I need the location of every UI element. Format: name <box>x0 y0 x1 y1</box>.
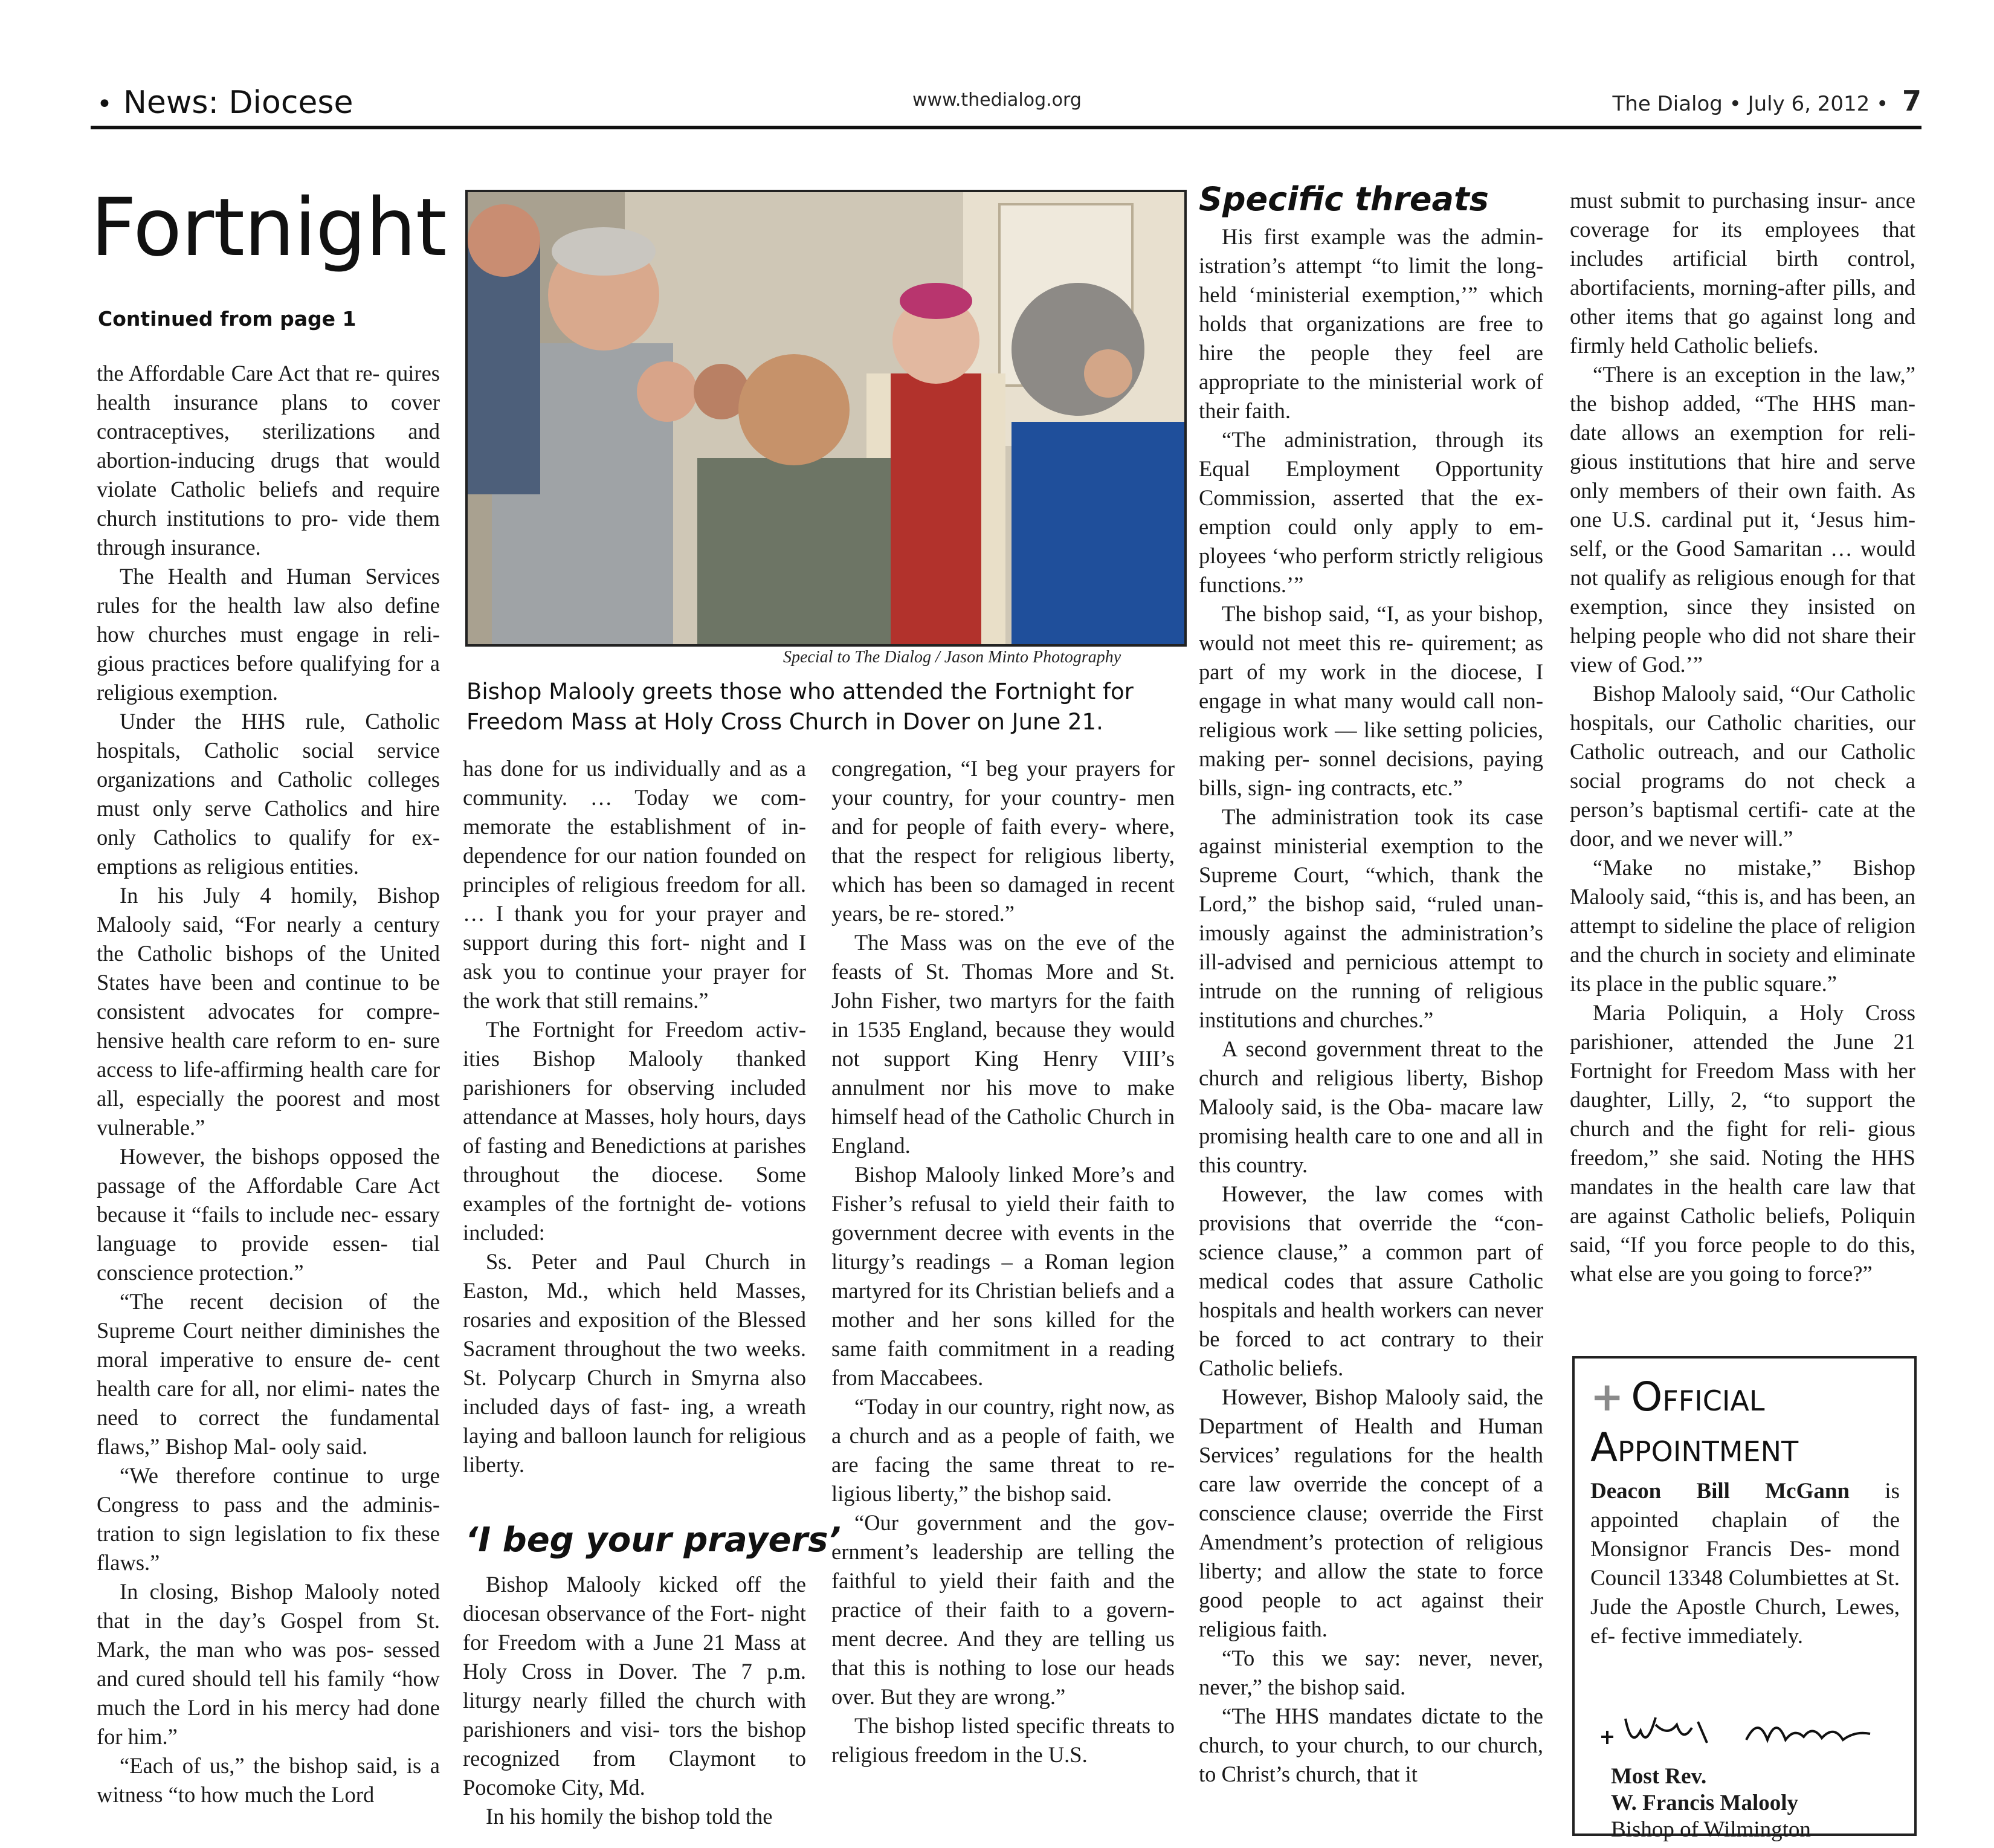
paragraph: “Each of us,” the bishop said, is a witness “to how much the Lord <box>97 1753 440 1807</box>
paragraph: However, Bishop Malooly said, the Department of Health and Human Services’ regulations for the health care law override the concept of a conscience clause; override the First Amendment’s protection of religious liberty; and allow the state to force good people to act against their religious faith. <box>1199 1384 1543 1641</box>
photo-credit: Special to The Dialog / Jason Minto Photography <box>783 648 1121 667</box>
paragraph: However, the bishops opposed the passage of the Affordable Care Act because it “fails to include nec- essary language to provide essen- tial conscience protection.” <box>97 1144 440 1285</box>
paragraph: The administration took its case against ministerial exemption to the Supreme Court, “which, thank the Lord,” the bishop said, “ruled unan- imously against the administration’s ill-advised and pernicious attempt to intrude on the running of religious institutions and churches.” <box>1199 804 1543 1032</box>
appointment-title-line-2: Appointment <box>1590 1424 1799 1471</box>
article-column-3 <box>831 754 1175 1769</box>
header-rule <box>91 126 1921 129</box>
paragraph: “Make no mistake,” Bishop Malooly said, “this is, and has been, an attempt to sideline the place of religion and the church in society and eliminate its place in the public square.” <box>1570 855 1915 996</box>
paragraph: “The recent decision of the Supreme Court neither diminishes the moral imperative to ensure de- cent health care for all, nor elimi- nates the need to correct the fundamental flaws,” Bishop Mal- ooly said. <box>97 1289 440 1459</box>
appointment-text <box>1590 1477 1900 1651</box>
news-photo <box>465 190 1187 647</box>
section-name: News: Diocese <box>123 85 353 121</box>
continued-line: Continued from page 1 <box>98 307 357 331</box>
appointee-name: Deacon Bill McGann <box>1590 1479 1850 1504</box>
signer-name: W. Francis Malooly <box>1611 1791 1799 1815</box>
paragraph: In his homily the bishop told the <box>486 1804 773 1829</box>
section-label <box>97 85 353 121</box>
photo-caption: Bishop Malooly greets those who attended the Fortnight for Freedom Mass at Holy Cross Church in Dover on June 21. <box>466 679 1134 735</box>
folio <box>1613 85 1921 117</box>
signer-title: Most Rev. <box>1611 1764 1707 1789</box>
paragraph: Bishop Malooly kicked off the diocesan observance of the Fort- night for Freedom with a June 21 Mass at Holy Cross in Dover. The 7 p.m. liturgy nearly filled the church with parishioners and visi- tors the bishop recognized from Claymont to Pocomoke City, Md. <box>463 1572 806 1800</box>
paragraph: Ss. Peter and Paul Church in Easton, Md., which held Masses, rosaries and exposition of the Blessed Sacrament throughout the two weeks. St. Polycarp Church in Smyrna also included days of fast- ing, a wreath laying and balloon launch for religious liberty. <box>463 1249 806 1477</box>
article-column-2-lower <box>463 1570 806 1831</box>
bullet-icon: • <box>1876 92 1895 116</box>
subhead: Specific threats <box>1199 180 1489 218</box>
paragraph: “Today in our country, right now, as a church and as a people of faith, we are facing the same threat to re- ligious liberty,” the bishop said. <box>831 1394 1175 1506</box>
paragraph: congregation, “I beg your prayers for your country, for your country- men and for people of faith every- where, that the respect for religious liberty, which has been so damaged in recent years, be re- stored.” <box>831 756 1175 926</box>
signer-role: Bishop of Wilmington <box>1611 1817 1811 1842</box>
paragraph: However, the law comes with provisions that override the “con- science clause,” a common part of medical codes that assure Catholic hospitals and health workers can never be forced to act contrary to their Catholic beliefs. <box>1199 1181 1543 1380</box>
article-kicker: Fortnight <box>91 181 447 274</box>
paragraph: “There is an exception in the law,” the bishop added, “The HHS man- date allows an exemption for reli- gious institutions that hire and serve only members of their own faith. As one U.S. cardinal put it, ‘Jesus him- self, or the Good Samaritan … would not qualify as religious enough for that exemption, since they insisted on helping people who did not share their view of God.’” <box>1570 362 1915 677</box>
appointment-signer <box>1611 1763 1811 1843</box>
paragraph: Under the HHS rule, Catholic hospitals, Catholic social service organizations and Catholic colleges must only serve Catholics and hire only Catholics to qualify for ex- emptions as religious entities. <box>97 709 440 879</box>
paragraph: In his July 4 homily, Bishop Malooly said, “For nearly a century the Catholic bishops of the United States have been and continue to be consistent advocates for compre- hensive health care reform to en- sure access to life-affirming health care for all, especially the poorest and most vulnerable.” <box>97 883 440 1140</box>
article-column-5 <box>1570 186 1915 1288</box>
paragraph: A second government threat to the church and religious liberty, Bishop Malooly said, is the Oba- macare law promising health care to one and all in this country. <box>1199 1036 1543 1177</box>
bullet-icon: • <box>97 89 112 120</box>
paragraph: The Fortnight for Freedom activ- ities Bishop Malooly thanked parishioners for observing included attendance at Masses, holy hours, days of fasting and Benedictions at parishes throughout the diocese. Some examples of the fortnight de- votions included: <box>463 1017 806 1245</box>
paragraph: has done for us individually and as a community. … Today we com- memorate the establishment of in- dependence for our nation founded on principles of religious freedom for all. … I thank you for your prayer and support during this fort- night and I ask you to continue your prayer for the work that still remains.” <box>463 756 806 1013</box>
article-column-2 <box>463 754 806 1479</box>
paragraph: “Our government and the gov- ernment’s leadership are telling the faithful to yield their faith and the practice of their faith to a govern- ment decree. And they are telling us that this is nothing to lose our heads over. But they are wrong.” <box>831 1510 1175 1709</box>
paragraph: His first example was the admin- istration’s attempt “to limit the long-held ‘ministerial exemption,’” which holds that organizations are free to hire the people they feel are appropriate to the ministerial work of their faith. <box>1199 224 1543 423</box>
appointment-title <box>1590 1372 1798 1473</box>
paragraph: Bishop Malooly linked More’s and Fisher’s refusal to yield their faith to government decree with events in the liturgy’s readings – a Roman legion martyred for its Christian beliefs and a mother and her sons killed for the same faith commitment in a reading from Maccabees. <box>831 1162 1175 1390</box>
paragraph: “We therefore continue to urge Congress to pass and the adminis- tration to sign legislation to fix these flaws.” <box>97 1463 440 1575</box>
appointment-title-line-1: Official <box>1631 1374 1765 1420</box>
cross-icon: + <box>1590 1374 1624 1420</box>
official-appointment-box <box>1572 1356 1917 1842</box>
page-number: 7 <box>1902 85 1921 117</box>
paragraph: “The HHS mandates dictate to the church, to your church, to our church, to Christ’s church, that it <box>1199 1704 1543 1786</box>
paragraph: “To this we say: never, never, never,” the bishop said. <box>1199 1646 1543 1699</box>
article-column-1 <box>97 359 440 1809</box>
paragraph: “The administration, through its Equal Employment Opportunity Commission, asserted that the ex- emption could only apply to em- ployees ‘who perform strictly religious functions.’” <box>1199 427 1543 597</box>
paragraph: The bishop said, “I, as your bishop, would not meet this re- quirement; as part of my work in the diocese, I engage in what many would call non-religious work — like setting policies, making per- sonnel decisions, paying bills, sign- ing contracts, etc.” <box>1199 601 1543 800</box>
paragraph: The bishop listed specific threats to religious freedom in the U.S. <box>831 1713 1175 1767</box>
photo-illustration <box>468 192 1184 644</box>
website-url[interactable]: www.thedialog.org <box>912 89 1082 111</box>
bullet-icon: • <box>1729 92 1748 116</box>
paragraph: In closing, Bishop Malooly noted that in the day’s Gospel from St. Mark, the man who was pos- sessed and cured should tell his family “how much the Lord in his mercy had done for him.” <box>97 1579 440 1749</box>
publication-name: The Dialog <box>1612 92 1723 116</box>
paragraph: The Mass was on the eve of the feasts of St. Thomas More and St. John Fisher, two martyrs for the faith in 1535 England, because they would not support King Henry VIII’s annulment nor his move to make himself head of the Catholic Church in England. <box>831 930 1175 1158</box>
paragraph: Maria Poliquin, a Holy Cross parishioner, attended the June 21 Fortnight for Freedom Mass with her daughter, Lilly, 2, “to support the church and the fight for reli- gious freedom,” she said. Noting the HHS mandates in the health care law that are against Catholic beliefs, Poliquin said, “If you force people to do this, what else are you going to force?” <box>1570 1000 1915 1286</box>
issue-date: July 6, 2012 <box>1747 92 1870 116</box>
paragraph: The Health and Human Services rules for the health law also define how churches must engage in reli- gious practices before qualifying for a religious exemption. <box>97 564 440 705</box>
subhead: ‘I beg your prayers’ <box>465 1520 841 1560</box>
paragraph: the Affordable Care Act that re- quires health insurance plans to cover contraceptives, sterilizations and abortion-inducing drugs that would violate Catholic beliefs and require church institutions to pro- vide them through insurance. <box>97 361 440 560</box>
paragraph: must submit to purchasing insur- ance coverage for its employees that includes artificial birth control, abortifacients, morning-after pills, and other items that go against long and firmly held Catholic beliefs. <box>1570 188 1915 358</box>
article-column-4 <box>1199 222 1543 1789</box>
paragraph: Bishop Malooly said, “Our Catholic hospitals, our Catholic charities, our Catholic outreach, and our Catholic social programs do not check a person’s baptismal certifi- cate at the door, and we never will.” <box>1570 681 1915 851</box>
handwritten-signature <box>1595 1707 1885 1755</box>
appointment-body: is appointed chaplain of the Monsignor Francis Des- mond Council 13348 Columbiettes at St. Jude the Apostle Church, Lewes, ef- fective immediately. <box>1590 1479 1900 1649</box>
